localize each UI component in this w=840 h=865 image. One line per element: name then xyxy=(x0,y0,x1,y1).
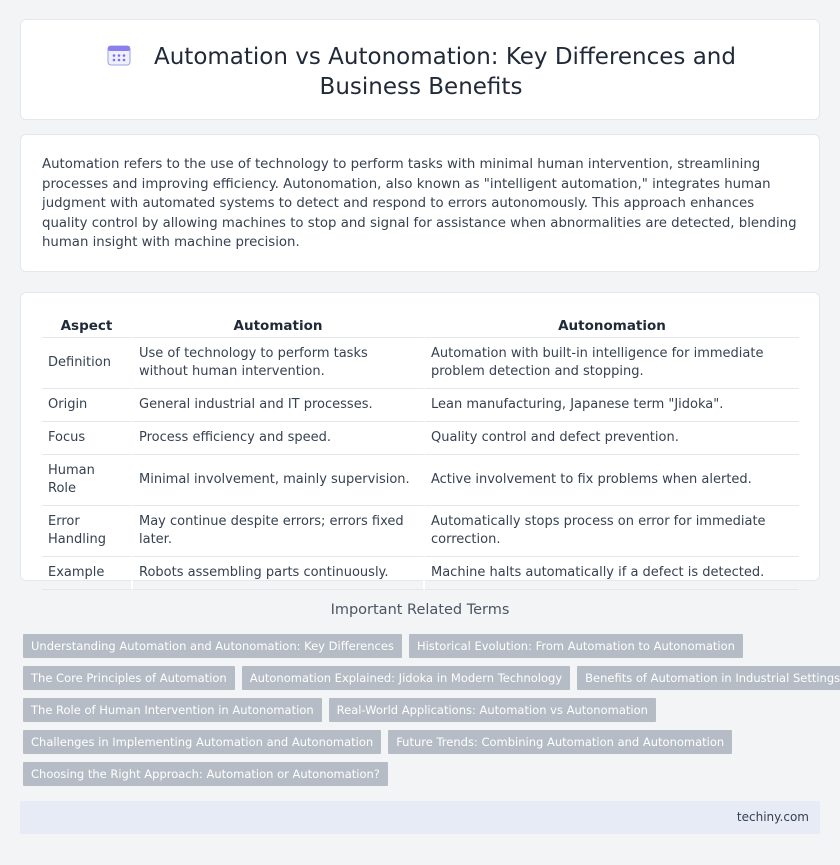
related-term-tag[interactable]: Challenges in Implementing Automation and Autonomation xyxy=(23,730,381,754)
tag-row xyxy=(23,634,803,658)
cell-autonomation: Lean manufacturing, Japanese term "Jidoka". xyxy=(425,389,799,422)
related-term-tag[interactable]: Understanding Automation and Autonomation: Key Differences xyxy=(23,634,402,658)
table-row xyxy=(42,422,799,455)
cell-automation: Robots assembling parts continuously. xyxy=(133,557,425,590)
cell-automation: May continue despite errors; errors fixed later. xyxy=(133,506,425,557)
table-row xyxy=(42,389,799,422)
table-row xyxy=(42,506,799,557)
cell-automation: Minimal involvement, mainly supervision. xyxy=(133,455,425,506)
related-term-tag[interactable]: Future Trends: Combining Automation and Autonomation xyxy=(388,730,732,754)
cell-autonomation: Automation with built-in intelligence for immediate problem detection and stopping. xyxy=(425,338,799,389)
cell-automation: Process efficiency and speed. xyxy=(133,422,425,455)
table-row xyxy=(42,455,799,506)
related-term-tag[interactable]: The Core Principles of Automation xyxy=(23,666,235,690)
related-term-tag[interactable]: Benefits of Automation in Industrial Settings xyxy=(577,666,840,690)
cell-automation: Use of technology to perform tasks without human intervention. xyxy=(133,338,425,389)
related-terms-title: Important Related Terms xyxy=(330,602,510,618)
footer xyxy=(20,801,820,834)
comparison-table xyxy=(42,314,799,590)
tag-row xyxy=(23,762,803,786)
cell-autonomation: Machine halts automatically if a defect is detected. xyxy=(425,557,799,590)
cell-autonomation: Automatically stops process on error for immediate correction. xyxy=(425,506,799,557)
cell-automation: General industrial and IT processes. xyxy=(133,389,425,422)
related-term-tag[interactable]: Real-World Applications: Automation vs Autonomation xyxy=(329,698,656,722)
cell-aspect: Human Role xyxy=(42,455,133,506)
cell-aspect: Example xyxy=(42,557,133,590)
calendar-icon xyxy=(106,43,132,67)
tag-row xyxy=(23,698,803,722)
tag-row xyxy=(23,730,803,754)
intro-card xyxy=(20,134,820,272)
cell-autonomation: Active involvement to fix problems when alerted. xyxy=(425,455,799,506)
table-row xyxy=(42,557,799,590)
table-header-row xyxy=(42,314,799,338)
cell-aspect: Definition xyxy=(42,338,133,389)
header-autonomation: Autonomation xyxy=(425,314,799,338)
intro-paragraph: Automation refers to the use of technology to perform tasks with minimal human intervention, streamlining processes and improving efficiency. Autonomation, also known as "intelligent automation," integrates human judgment with automated systems to detect and respond to errors autonomously. This approach enhances quality control by allowing machines to stop and signal for assistance when abnormalities are detected, blending human insight with machine precision. xyxy=(42,157,797,250)
footer-brand-link[interactable]: techiny.com xyxy=(736,810,809,824)
related-term-tag[interactable]: Historical Evolution: From Automation to Autonomation xyxy=(409,634,743,658)
cell-aspect: Error Handling xyxy=(42,506,133,557)
page-title-text: Automation vs Autonomation: Key Differences and Business Benefits xyxy=(154,44,736,100)
page-title xyxy=(21,42,821,102)
cell-aspect: Focus xyxy=(42,422,133,455)
related-term-tag[interactable]: Choosing the Right Approach: Automation or Autonomation? xyxy=(23,762,388,786)
cell-autonomation: Quality control and defect prevention. xyxy=(425,422,799,455)
header-aspect: Aspect xyxy=(42,314,133,338)
related-term-tag[interactable]: The Role of Human Intervention in Autonomation xyxy=(23,698,322,722)
related-terms-list xyxy=(23,634,840,794)
header xyxy=(21,42,821,102)
header-card xyxy=(20,19,820,120)
table-row xyxy=(42,338,799,389)
tag-row xyxy=(23,666,840,690)
related-term-tag[interactable]: Autonomation Explained: Jidoka in Modern Technology xyxy=(242,666,570,690)
header-automation: Automation xyxy=(133,314,425,338)
comparison-card xyxy=(20,292,820,581)
cell-aspect: Origin xyxy=(42,389,133,422)
